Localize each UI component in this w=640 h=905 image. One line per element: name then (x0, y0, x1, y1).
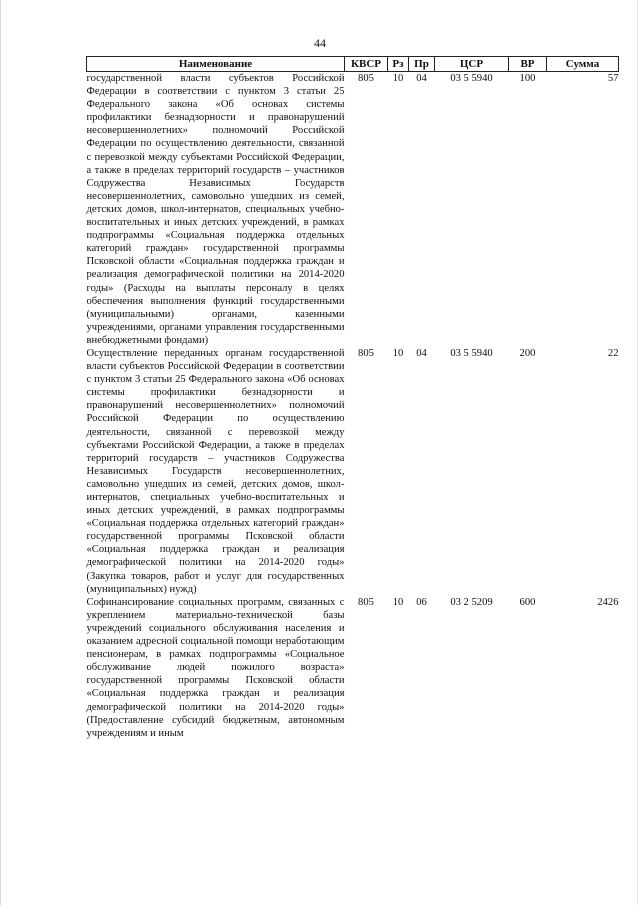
scan-edge-left (0, 0, 1, 905)
page-number: 44 (314, 36, 326, 50)
row-sum: 57 (607, 73, 619, 84)
budget-table (86, 56, 619, 740)
row-name: Софинансирование социальных программ, связанных с укреплением материально-технической базы учреждений социального обслуживания населения и оказанием адресной социальной помощи неработающим пенсионерам, в рамках подпрограммы «Социальное обслуживание людей пожилого возраста» государственной программы Псковской области «Социальная поддержка граждан и реализация демографической политики на 2014-2020 годы» (Предоставление субсидий бюджетным, автономным учреждениям и иным (86, 596, 345, 739)
scan-edge-right (637, 0, 638, 905)
row-csr: 03 2 5209 (450, 596, 493, 608)
header-csr: ЦСР (435, 57, 509, 72)
header-sum: Сумма (547, 57, 619, 72)
row-rz: 10 (392, 347, 404, 359)
row-vr: 200 (519, 347, 536, 359)
row-vr: 600 (519, 596, 536, 608)
row-pr: 04 (416, 347, 427, 359)
table-header-row (87, 57, 619, 72)
table-row (87, 596, 619, 740)
header-rz: Рз (388, 57, 409, 72)
header-vr: ВР (509, 57, 547, 72)
row-rz: 10 (392, 73, 404, 84)
header-name: Наименование (87, 57, 345, 72)
row-kvsr: 805 (358, 73, 374, 84)
row-name-cell (87, 347, 345, 596)
row-name-cell (87, 72, 345, 347)
row-csr: 03 5 5940 (450, 347, 493, 359)
row-kvsr: 805 (358, 347, 374, 359)
row-pr: 06 (416, 596, 427, 608)
row-rz: 10 (392, 596, 404, 608)
row-sum: 22 (607, 347, 619, 359)
row-csr: 03 5 5940 (450, 73, 493, 84)
row-pr: 04 (416, 73, 427, 84)
table-row (87, 347, 619, 596)
header-pr: Пр (409, 57, 435, 72)
row-sum: 2426 (597, 596, 619, 608)
row-kvsr: 805 (358, 596, 374, 608)
header-kvsr: КВСР (345, 57, 388, 72)
row-name: государственной власти субъектов Российской Федерации в соответствии с пунктом 3 статьи 25 Федерального закона «Об основах системы профилактики безнадзорности и правонарушений несовершеннолетних» полномочий Российской Федерации по осуществлению деятельности, связанной с перевозкой между субъектами Российской Федерации, а также в пределах территорий государств – участников Содружества Независимых Государств несовершеннолетних, самовольно ушедших из семей, детских домов, школ-интернатов, специальных учебно-воспитательных и иных детских учреждений, в рамках подпрограммы «Социальная поддержка отдельных категорий граждан» государственной программы Псковской области «Социальная поддержка граждан и реализация демографической политики на 2014-2020 годы» (Расходы на выплаты персоналу в целях обеспечения выполнения функций государственными (муниципальными) органами, казенными учреждениями, органами управления государственными внебюджетными фондами) (86, 73, 345, 346)
row-name: Осуществление переданных органам государственной власти субъектов Российской Федерации в соответствии с пунктом 3 статьи 25 Федерального закона «Об основах системы профилактики безнадзорности и правонарушений несовершеннолетних» полномочий Российской Федерации по осуществлению деятельности, связанной с перевозкой между субъектами Российской Федерации, а также в пределах территорий государств – участников Содружества Независимых Государств несовершеннолетних, самовольно ушедших из семей, детских домов, школ-интернатов, специальных учебно-воспитательных и иных детских учреждений, в рамках подпрограммы «Социальная поддержка отдельных категорий граждан» государственной программы Псковской области «Социальная поддержка граждан и реализация демографической политики на 2014-2020 годы» (Закупка товаров, работ и услуг для государственных (муниципальных) нужд) (86, 347, 345, 595)
row-name-cell (87, 596, 345, 740)
table-row (87, 72, 619, 347)
row-vr: 100 (519, 73, 536, 84)
